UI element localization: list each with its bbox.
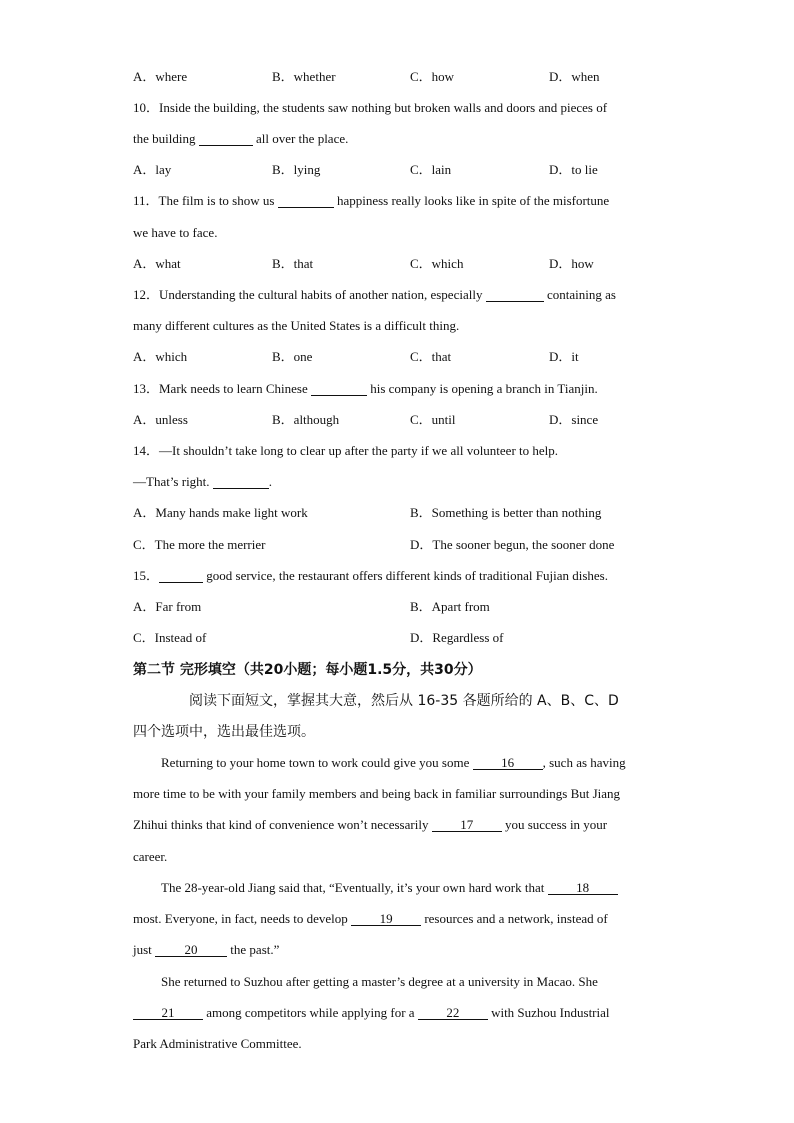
blank-19: 19 [351,912,421,926]
q10-option-d[interactable]: D．to lie [549,162,598,177]
q11-text-pre: 11．The film is to show us [133,193,278,208]
q11-stem-line2: we have to face. [133,225,218,240]
q15-text-pre: 15． [133,568,160,583]
q14-option-a[interactable]: A．Many hands make light work [133,505,308,520]
q11-option-d[interactable]: D．how [549,256,594,271]
passage-p3-line3: Park Administrative Committee. [133,1036,302,1051]
q12-text-post: containing as [543,287,616,302]
q13-option-c[interactable]: C．until [410,412,456,427]
q15-option-a[interactable]: A．Far from [133,599,202,614]
q10-option-c[interactable]: C．lain [410,162,452,177]
q13-option-d[interactable]: D．since [549,412,599,427]
section-instruction-line2: 四个选项中，选出最佳选项。 [133,724,315,740]
q13-text-post: his company is opening a branch in Tianjin. [366,381,598,396]
passage-p1-line4: career. [133,849,168,864]
blank-18: 18 [548,881,618,895]
passage-p3-line2 [133,1005,610,1021]
q13-stem-line1 [133,381,598,397]
q15-option-c[interactable]: C．Instead of [133,630,207,645]
q14-blank [213,475,269,489]
p2-line2-pre: most. Everyone, in fact, needs to develop [133,911,352,926]
q12-option-c[interactable]: C．that [410,349,452,364]
passage-p3-line1: She returned to Suzhou after getting a master’s degree at a university in Macao. She [161,974,598,989]
q14-option-b[interactable]: B．Something is better than nothing [410,505,602,520]
blank-17: 17 [432,818,502,832]
p1-text-pre: Returning to your home town to work could give you some [161,755,473,770]
q12-option-d[interactable]: D．it [549,349,579,364]
q15-stem-line1 [133,568,608,584]
q15-text-post: good service, the restaurant offers different kinds of traditional Fujian dishes. [203,568,608,583]
p1-text-post: , such as having [542,755,626,770]
q11-stem-line1 [133,193,609,209]
passage-p2-line3 [133,942,279,958]
q15-option-b[interactable]: B．Apart from [410,599,490,614]
q10-stem-line2 [133,131,348,147]
q10-option-a[interactable]: A．lay [133,162,172,177]
q15-option-d[interactable]: D．Regardless of [410,630,504,645]
blank-20: 20 [155,943,227,957]
p3-line2-post: with Suzhou Industrial [487,1005,610,1020]
passage-p1-line3 [133,817,607,833]
q12-blank [486,288,544,302]
p2-line3-pre: just [133,942,156,957]
q14-option-c[interactable]: C．The more the merrier [133,537,266,552]
q14-stem-line2 [133,474,272,490]
section-instruction-line1: 阅读下面短文，掌握其大意，然后从 16-35 各题所给的 A、B、C、D [189,693,619,709]
q12-option-b[interactable]: B．one [272,349,313,364]
blank-22: 22 [418,1006,488,1020]
p1-line3-pre: Zhihui thinks that kind of convenience won’t necessarily [133,817,432,832]
p1-line3-post: you success in your [501,817,608,832]
q10-text-pre: the building [133,131,199,146]
q12-stem-line2: many different cultures as the United States is a difficult thing. [133,318,460,333]
q9-option-c[interactable]: C．how [410,69,455,84]
q10-option-b[interactable]: B．lying [272,162,321,177]
q15-blank [159,569,203,583]
q11-option-b[interactable]: B．that [272,256,314,271]
q9-option-d[interactable]: D．when [549,69,600,84]
q13-text-pre: 13．Mark needs to learn Chinese [133,381,311,396]
q12-text-pre: 12．Understanding the cultural habits of another nation, especially [133,287,486,302]
q10-blank [199,132,253,146]
p2-text-pre: The 28-year-old Jiang said that, “Eventually, it’s your own hard work that [161,880,548,895]
q11-option-a[interactable]: A．what [133,256,181,271]
p2-line2-post: resources and a network, instead of [421,911,608,926]
blank-16: 16 [473,756,543,770]
q14-text-post: . [268,474,273,489]
q13-option-b[interactable]: B．although [272,412,340,427]
q11-blank [278,194,334,208]
q13-option-a[interactable]: A．unless [133,412,188,427]
passage-p2-line2 [133,911,608,927]
q11-text-post: happiness really looks like in spite of the misfortune [333,193,610,208]
q13-blank [311,382,367,396]
p3-line2-mid: among competitors while applying for a [203,1005,418,1020]
section-heading: 第二节 完形填空（共20小题；每小题1.5分，共30分） [133,662,482,678]
q14-text-pre: —That’s right. [133,474,213,489]
p2-line3-post: the past.” [227,942,280,957]
q9-option-a[interactable]: A．where [133,69,188,84]
q12-stem-line1 [133,287,616,303]
q10-text-post: all over the place. [252,131,349,146]
passage-p2-line1 [161,880,618,896]
blank-21: 21 [133,1006,203,1020]
passage-p1-line1 [161,755,626,771]
q9-option-b[interactable]: B．whether [272,69,336,84]
q11-option-c[interactable]: C．which [410,256,464,271]
q14-option-d[interactable]: D．The sooner begun, the sooner done [410,537,615,552]
q12-option-a[interactable]: A．which [133,349,188,364]
q14-stem-line1: 14．—It shouldn’t take long to clear up after the party if we all volunteer to help. [133,443,559,458]
q10-stem-line1: 10．Inside the building, the students saw nothing but broken walls and doors and pieces of [133,100,608,115]
passage-p1-line2: more time to be with your family members and being back in familiar surroundings But Jiang [133,786,621,801]
